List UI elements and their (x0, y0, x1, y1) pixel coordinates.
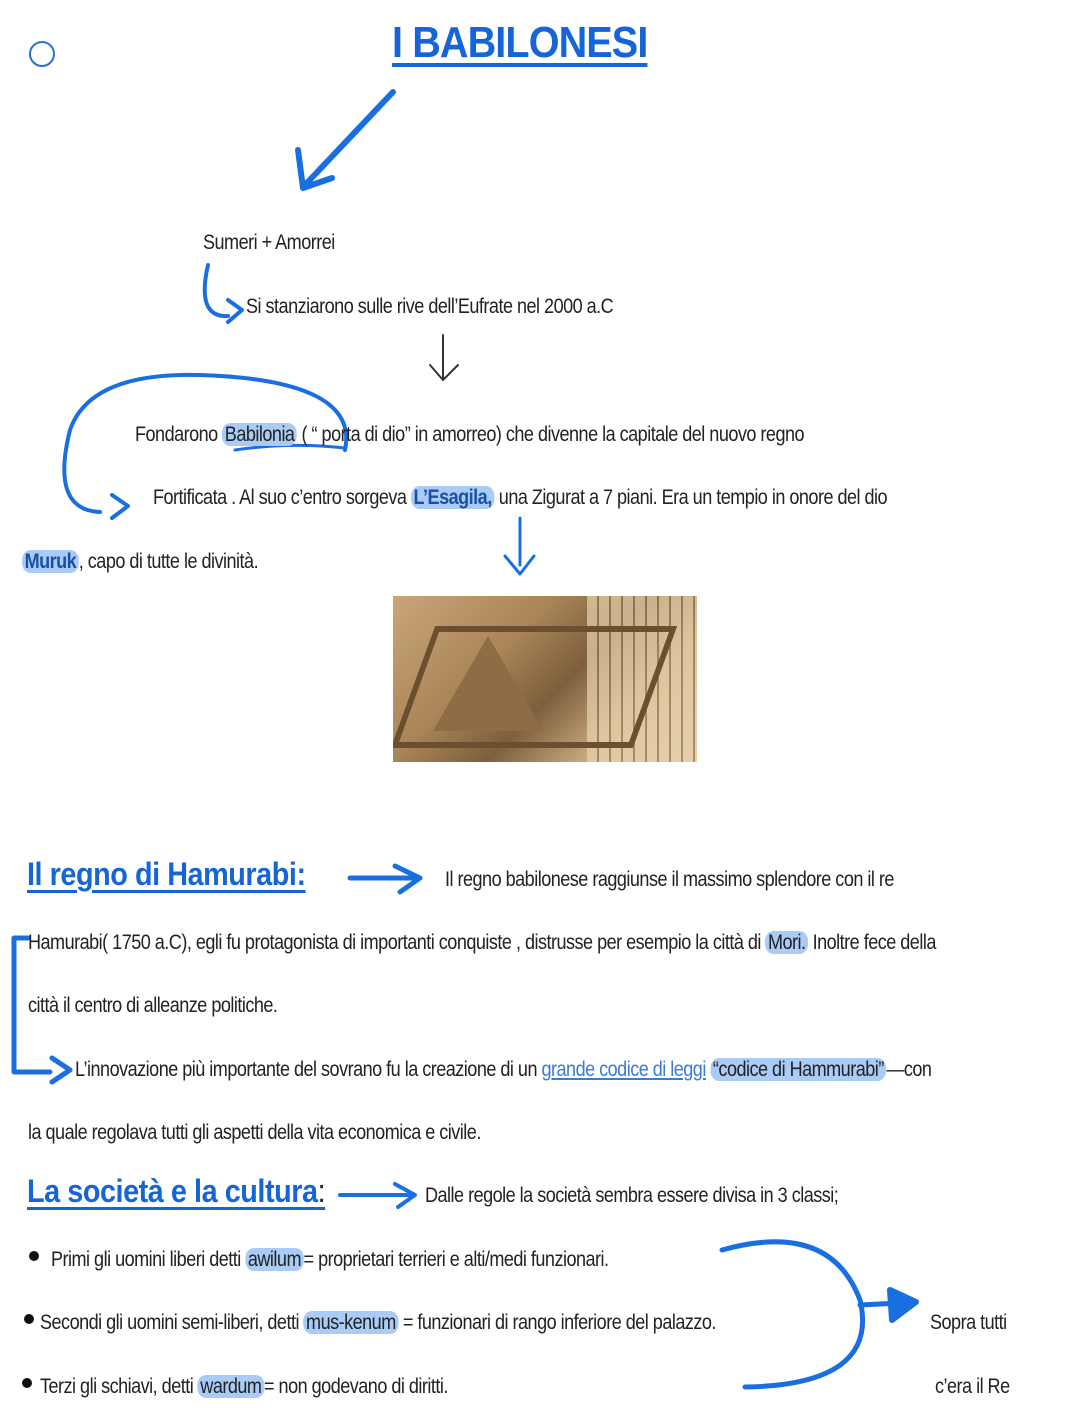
text: = funzionari di rango inferiore del palazzo. (398, 1311, 716, 1334)
arrow-head-icon (890, 1290, 916, 1320)
arrow-icon (430, 335, 458, 380)
arrow-icon (350, 866, 420, 892)
arrow-icon (505, 518, 534, 574)
hamurabi-line2 (28, 929, 936, 957)
text: La società e la cultura (27, 1173, 318, 1209)
arrow-icon (205, 265, 242, 322)
page-title: I BABILONESI (392, 18, 648, 67)
text: = proprietari terrieri e alti/medi funzionari. (303, 1248, 609, 1271)
bullet-icon (29, 1251, 39, 1261)
text: ( “ porta di dio” in amorreo) che divenne la capitale del nuovo regno (297, 423, 805, 446)
society-intro: Dalle regole la società sembra essere divisa in 3 classi; (425, 1184, 839, 1207)
class-item (51, 1246, 609, 1274)
text: L’innovazione più importante del sovrano fu la creazione di un (75, 1058, 542, 1081)
text: Inoltre fece della (808, 931, 936, 954)
bullet-icon (24, 1314, 34, 1324)
heading-society (27, 1173, 325, 1210)
highlight-babilonia: Babilonia (222, 423, 297, 446)
text: : (317, 1173, 326, 1209)
link-codice-leggi[interactable]: grande codice di leggi (541, 1058, 706, 1081)
hamurabi-line4 (75, 1056, 931, 1084)
text: Primi gli uomini liberi detti (51, 1248, 246, 1271)
text: Secondi gli uomini semi-liberi, detti (40, 1311, 304, 1334)
king-text: c’era il Re (935, 1375, 1010, 1398)
hamurabi-line5: la quale regolava tutti gli aspetti della vita economica e civile. (28, 1121, 481, 1144)
highlight-mus-kenum: mus-kenum (303, 1311, 398, 1334)
text: = non godevano di diritti. (264, 1375, 448, 1398)
ziggurat-image (393, 596, 697, 762)
hamurabi-line3: città il centro di alleanze politiche. (28, 994, 278, 1017)
highlight-esagila: L’Esagila, (411, 486, 494, 509)
origin-text: Sumeri + Amorrei (203, 231, 335, 254)
curved-arrow-icon (722, 1242, 900, 1387)
founded-text (135, 421, 804, 449)
settlement-text: Si stanziarono sulle rive dell’Eufrate nel 2000 a.C (246, 295, 614, 318)
heading-hamurabi: Il regno di Hamurabi: (27, 856, 306, 892)
text: Fondarono (135, 423, 223, 446)
muruk-text (22, 548, 258, 576)
text: , capo di tutte le divinità. (78, 550, 259, 573)
text: una Zigurat a 7 piani. Era un tempio in onore del dio (494, 486, 888, 509)
highlight-muruk: Muruk (22, 550, 79, 573)
hamurabi-line1: Il regno babilonese raggiunse il massimo splendore con il re (445, 868, 894, 891)
fortified-text (153, 484, 887, 512)
highlight-awilum: awilum (245, 1248, 303, 1271)
arrow-icon (298, 92, 393, 188)
text: Fortificata . Al suo c’entro sorgeva (153, 486, 411, 509)
text: Hamurabi( 1750 a.C), egli fu protagonista di importanti conquiste , distrusse per esempio la città di (28, 931, 766, 954)
arrow-icon (340, 1184, 415, 1207)
class-item (40, 1373, 448, 1401)
class-item (40, 1309, 716, 1337)
highlight-codice-hammurabi: “codice di Hammurabi” (710, 1058, 886, 1081)
text: —con (886, 1058, 932, 1081)
circle-icon (29, 41, 55, 67)
above-all-text: Sopra tutti (930, 1311, 1007, 1334)
highlight-wardum: wardum (198, 1375, 264, 1398)
highlight-mori: Mori. (765, 931, 808, 954)
text: Terzi gli schiavi, detti (40, 1375, 198, 1398)
bullet-icon (22, 1378, 32, 1388)
